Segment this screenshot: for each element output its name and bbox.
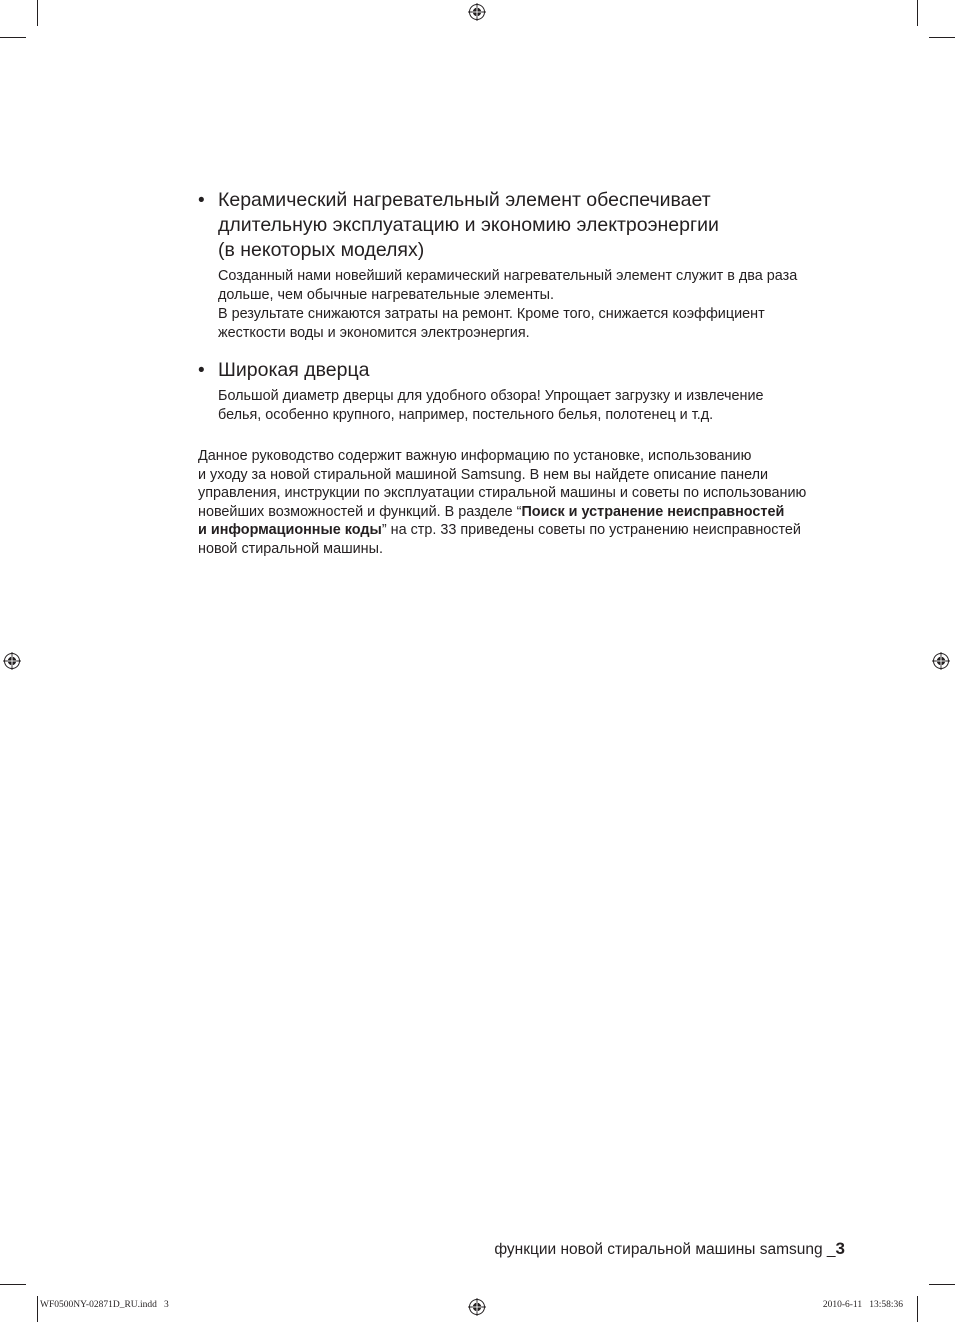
feature-title: Керамический нагревательный элемент обеспечивает длительную эксплуатацию и экономию электроэнергии (в некоторых моделях) — [218, 189, 719, 261]
intro-line — [198, 521, 858, 540]
intro-line: новой стиральной машины. — [198, 540, 383, 557]
registration-mark-right-icon — [932, 652, 950, 670]
slug-filename: WF0500NY-02871D_RU.indd 3 — [40, 1300, 169, 1310]
bullet-icon: • — [198, 190, 205, 211]
feature-description-line: дольше, чем обычные нагревательные элементы. — [218, 287, 555, 303]
crop-mark-bottom-right-vertical — [917, 1296, 918, 1322]
bullet-icon: • — [198, 360, 205, 381]
crop-mark-bottom-left-vertical — [37, 1296, 38, 1322]
feature-description-line: В результате снижаются затраты на ремонт. Кроме того, снижается коэффициент — [218, 306, 765, 322]
footer-running-title — [494, 1238, 845, 1261]
crop-mark-top-right-horizontal — [929, 37, 955, 38]
registration-mark-left-icon — [3, 652, 21, 670]
feature-description-line: Созданный нами новейший керамический нагревательный элемент служит в два раза — [218, 268, 798, 284]
feature-description-line: белья, особенно крупного, например, постельного белья, полотенец и т.д. — [218, 407, 714, 423]
feature-description — [218, 387, 858, 425]
feature-description-line: Большой диаметр дверцы для удобного обзора! Упрощает загрузку и извлечение — [218, 388, 764, 404]
feature-description-line: жесткости воды и экономится электроэнергия. — [218, 325, 530, 341]
page-content — [198, 188, 858, 558]
intro-line: и уходу за новой стиральной машиной Samsung. В нем вы найдете описание панели — [198, 466, 769, 483]
intro-line — [198, 503, 858, 522]
crop-mark-top-left-vertical — [37, 0, 38, 26]
crop-mark-bottom-left-horizontal — [0, 1284, 26, 1285]
manual-intro-paragraph — [198, 447, 858, 558]
crop-mark-top-left-horizontal — [0, 37, 26, 38]
troubleshooting-section-reference: Поиск и устранение неисправностей — [521, 503, 785, 520]
intro-line: Данное руководство содержит важную информацию по установке, использованию — [198, 448, 752, 464]
footer-section-name: функции новой стиральной машины samsung _ — [494, 1241, 836, 1258]
registration-mark-top-icon — [468, 3, 486, 21]
crop-mark-top-right-vertical — [917, 0, 918, 26]
feature-title: Широкая дверца — [218, 359, 370, 381]
crop-mark-bottom-right-horizontal — [929, 1284, 955, 1285]
feature-description — [218, 267, 858, 343]
troubleshooting-section-reference: и информационные коды — [198, 522, 382, 538]
feature-wide-door — [198, 358, 858, 425]
intro-text: новейших возможностей и функций. В разделе “ — [198, 503, 522, 520]
intro-line: управления, инструкции по эксплуатации стиральной машины и советы по использованию — [198, 485, 807, 501]
intro-text: ” на стр. 33 приведены советы по устранению неисправностей — [381, 522, 801, 538]
registration-mark-bottom-icon — [468, 1298, 486, 1316]
page-number: 3 — [835, 1239, 845, 1258]
feature-ceramic-heater — [198, 188, 858, 343]
slug-timestamp: 2010-6-11 13:58:36 — [822, 1300, 903, 1310]
